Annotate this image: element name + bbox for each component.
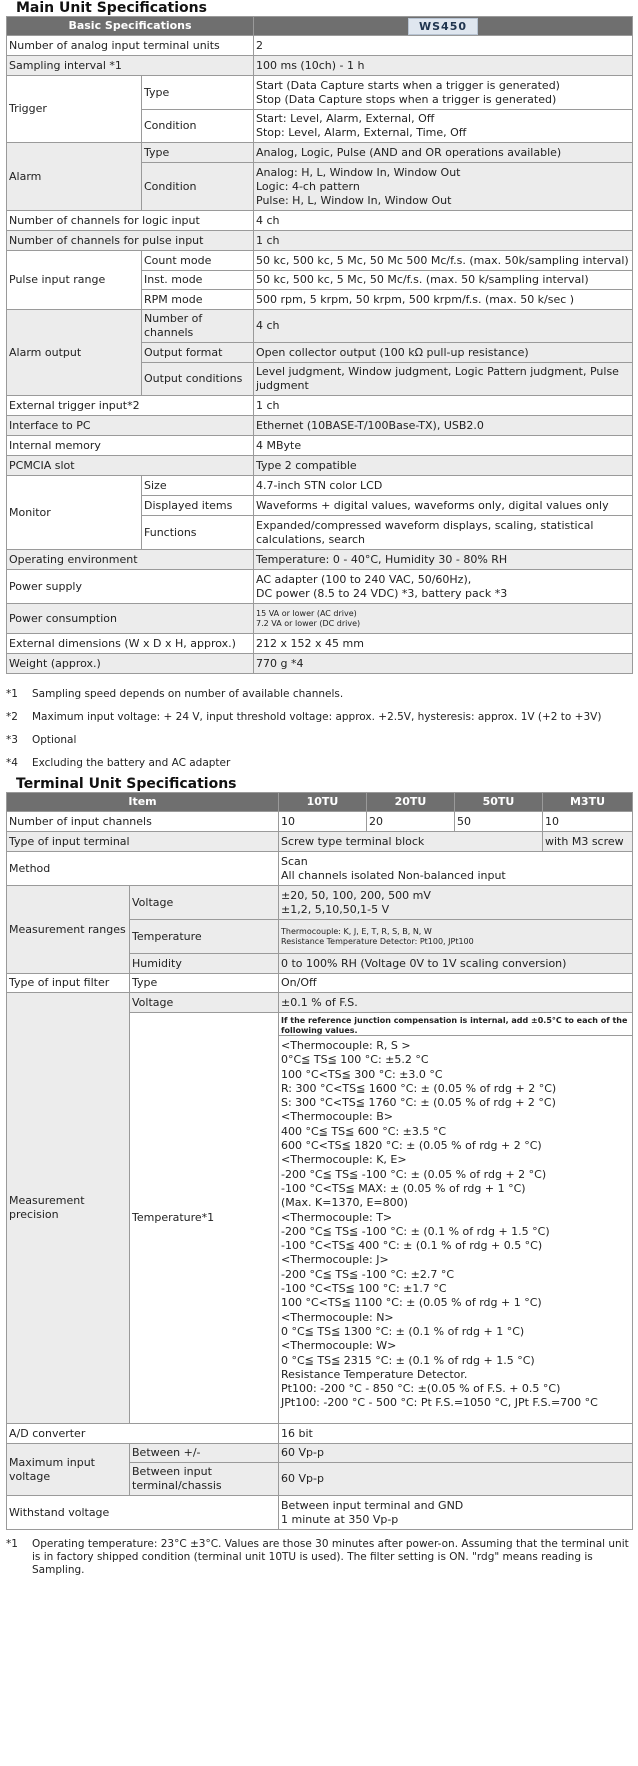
sub-label: Humidity — [130, 954, 279, 974]
row-value: Expanded/compressed waveform displays, scaling, statistical calculations, search — [254, 516, 633, 550]
sub-label: Output format — [142, 343, 254, 363]
terminal-unit-title: Terminal Unit Specifications — [16, 776, 237, 792]
row-value: 770 g *4 — [254, 654, 633, 674]
row-value: 1 ch — [254, 231, 633, 251]
max-voltage-label: Maximum input voltage — [7, 1444, 130, 1496]
pulse-range-label: Pulse input range — [7, 251, 142, 310]
sub-label: Between input terminal/chassis — [130, 1463, 279, 1496]
row-label: Type of input terminal — [7, 832, 279, 852]
row-label: Type of input filter — [7, 974, 130, 993]
row-value: Analog, Logic, Pulse (AND and OR operations available) — [254, 143, 633, 163]
precision-temp-values: <Thermocouple: R, S > 0°C≦ TS≦ 100 °C: ±5.2 °C 100 °C<TS≦ 300 °C: ±3.0 °C R: 300 °C<TS≦ 1600 °C: ± (0.05 % of rdg + 2 °C) S: 300 °C<TS≦ 1760 °C: ± (0.05 % of rdg + 2 °C) <Thermocouple: B> 400 °C≦ TS≦ 600 °C: ±3.5 °C 600 °C<TS≦ 1820 °C: ± (0.05 % of rdg + 2 °C) <Thermocouple: K, E> -200 °C≦ TS≦ -100 °C: ± (0.05 % of rdg + 2 °C) -100 °C<TS≦ MAX: ± (0.05 % of rdg + 1 °C) (Max. K=1370, E=800) <Thermocouple: T> -200 °C≦ TS≦ -100 °C: ± (0.1 % of rdg + 1.5 °C) -100 °C<TS≦ 400 °C: ± (0.1 % of rdg + 0.5 °C) <Thermocouple: J> -200 °C≦ TS≦ -100 °C: ±2.7 °C -100 °C<TS≦ 100 °C: ±1.7 °C 100 °C<TS≦ 1100 °C: ± (0.05 % of rdg + 1 °C) <Thermocouple: N> 0 °C≦ TS≦ 1300 °C: ± (0.1 % of rdg + 1 °C) <Thermocouple: W> 0 °C≦ TS≦ 2315 °C: ± (0.1 % of rdg + 1.5 °C) Resistance Temperature Detector. Pt100: -200 °C - 850 °C: ±(0.05 % of F.S. + 0.5 °C) JPt100: -200 °C - 500 °C: Pt F.S.=1050 °C, JPt F.S.=700 °C — [281, 1039, 598, 1410]
precision-label: Measurement precision — [7, 993, 130, 1424]
sub-label: Count mode — [142, 251, 254, 271]
sub-label: Type — [142, 143, 254, 163]
main-spec-table — [6, 16, 633, 674]
sub-label: Condition — [142, 110, 254, 143]
row-label: Sampling interval *1 — [7, 56, 254, 76]
alarm-label: Alarm — [7, 143, 142, 211]
row-value: Level judgment, Window judgment, Logic Pattern judgment, Pulse judgment — [254, 363, 633, 396]
row-label: Operating environment — [7, 550, 254, 570]
sub-label: Number of channels — [142, 310, 254, 343]
sub-label: Output conditions — [142, 363, 254, 396]
precision-note: If the reference junction compensation is internal, add ±0.5°C to each of the following values. — [279, 1013, 632, 1036]
sub-label: Type — [142, 76, 254, 110]
row-value: 500 rpm, 5 krpm, 50 krpm, 500 krpm/f.s. (max. 50 k/sec ) — [254, 290, 633, 310]
footnote: *1 Sampling speed depends on number of available channels. — [6, 688, 344, 700]
footnote: *2 Maximum input voltage: + 24 V, input threshold voltage: approx. +2.5V, hysteresis: approx. 1V (+2 to +3V) — [6, 711, 602, 723]
row-value: Temperature: 0 - 40°C, Humidity 30 - 80% RH — [254, 550, 633, 570]
row-label: Power consumption — [7, 604, 254, 634]
basic-specs-header: Basic Specifications — [7, 17, 254, 36]
row-value: 0 to 100% RH (Voltage 0V to 1V scaling conversion) — [279, 954, 633, 974]
row-value: Screw type terminal block — [279, 832, 543, 852]
model-header — [254, 17, 633, 36]
row-value: 50 kc, 500 kc, 5 Mc, 50 Mc/f.s. (max. 50 k/sampling interval) — [254, 271, 633, 290]
row-value: 2 — [254, 36, 633, 56]
row-label: External dimensions (W x D x H, approx.) — [7, 634, 254, 654]
row-value: Thermocouple: K, J, E, T, R, S, B, N, W Resistance Temperature Detector: Pt100, JPt100 — [279, 920, 633, 954]
page — [6, 0, 632, 1577]
row-value: 4.7-inch STN color LCD — [254, 476, 633, 496]
row-value: 60 Vp-p — [279, 1463, 633, 1496]
row-value: 60 Vp-p — [279, 1444, 633, 1463]
row-label: Internal memory — [7, 436, 254, 456]
row-value: Start (Data Capture starts when a trigger is generated) Stop (Data Capture stops when a trigger is generated) — [254, 76, 633, 110]
row-label: External trigger input*2 — [7, 396, 254, 416]
sub-label: Voltage — [130, 993, 279, 1013]
row-value: 212 x 152 x 45 mm — [254, 634, 633, 654]
sub-label: Displayed items — [142, 496, 254, 516]
sub-label: Between +/- — [130, 1444, 279, 1463]
row-label: Number of input channels — [7, 812, 279, 832]
row-value: AC adapter (100 to 240 VAC, 50/60Hz), DC power (8.5 to 24 VDC) *3, battery pack *3 — [254, 570, 633, 604]
monitor-label: Monitor — [7, 476, 142, 550]
sub-label: Type — [130, 974, 279, 993]
cell-m3tu: with M3 screw — [543, 832, 633, 852]
row-label: Number of channels for pulse input — [7, 231, 254, 251]
col-20tu: 20TU — [367, 793, 455, 812]
row-value: Type 2 compatible — [254, 456, 633, 476]
row-label: Number of channels for logic input — [7, 211, 254, 231]
footnote: *3 Optional — [6, 734, 77, 746]
cell-10tu: 10 — [279, 812, 367, 832]
sub-label: Functions — [142, 516, 254, 550]
precision-temp-cell — [279, 1013, 633, 1424]
row-value: 4 ch — [254, 211, 633, 231]
sub-label: Condition — [142, 163, 254, 211]
row-value: Scan All channels isolated Non-balanced input — [279, 852, 633, 886]
footnote: *4 Excluding the battery and AC adapter — [6, 757, 231, 769]
row-value: Start: Level, Alarm, External, Off Stop: Level, Alarm, External, Time, Off — [254, 110, 633, 143]
trigger-label: Trigger — [7, 76, 142, 143]
row-label: A/D converter — [7, 1424, 279, 1444]
sub-label: Inst. mode — [142, 271, 254, 290]
row-label: Power supply — [7, 570, 254, 604]
row-value: On/Off — [279, 974, 633, 993]
col-50tu: 50TU — [455, 793, 543, 812]
model-badge: WS450 — [408, 18, 478, 35]
sub-label: Voltage — [130, 886, 279, 920]
row-value: 1 ch — [254, 396, 633, 416]
col-m3tu: M3TU — [543, 793, 633, 812]
sub-label: RPM mode — [142, 290, 254, 310]
row-label: Weight (approx.) — [7, 654, 254, 674]
sub-label: Temperature*1 — [130, 1013, 279, 1424]
row-label: PCMCIA slot — [7, 456, 254, 476]
cell-50tu: 50 — [455, 812, 543, 832]
terminal-footnote: *1 Operating temperature: 23°C ±3°C. Values are those 30 minutes after power-on. Assuming that the terminal unit is in factory shipped condition (terminal unit 10TU is used). The filter setting is ON. "rdg" means reading is Sampling. — [6, 1538, 629, 1576]
row-value: Ethernet (10BASE-T/100Base-TX), USB2.0 — [254, 416, 633, 436]
row-label: Withstand voltage — [7, 1496, 279, 1530]
cell-m3tu: 10 — [543, 812, 633, 832]
row-value: ±20, 50, 100, 200, 500 mV ±1,2, 5,10,50,1-5 V — [279, 886, 633, 920]
row-value: 4 MByte — [254, 436, 633, 456]
row-value: Waveforms + digital values, waveforms only, digital values only — [254, 496, 633, 516]
row-label: Method — [7, 852, 279, 886]
alarm-output-label: Alarm output — [7, 310, 142, 396]
row-value: 4 ch — [254, 310, 633, 343]
main-unit-title: Main Unit Specifications — [16, 0, 207, 16]
col-10tu: 10TU — [279, 793, 367, 812]
row-label: Interface to PC — [7, 416, 254, 436]
sub-label: Temperature — [130, 920, 279, 954]
main-notes — [6, 688, 632, 770]
terminal-spec-table — [6, 792, 633, 1530]
row-value: 100 ms (10ch) - 1 h — [254, 56, 633, 76]
row-value: Analog: H, L, Window In, Window Out Logic: 4-ch pattern Pulse: H, L, Window In, Window Out — [254, 163, 633, 211]
row-value: Between input terminal and GND 1 minute at 350 Vp-p — [279, 1496, 633, 1530]
cell-20tu: 20 — [367, 812, 455, 832]
row-value: 16 bit — [279, 1424, 633, 1444]
sub-label: Size — [142, 476, 254, 496]
item-header: Item — [7, 793, 279, 812]
row-value: 15 VA or lower (AC drive) 7.2 VA or lower (DC drive) — [254, 604, 633, 634]
row-label: Number of analog input terminal units — [7, 36, 254, 56]
ranges-label: Measurement ranges — [7, 886, 130, 974]
row-value: Open collector output (100 kΩ pull-up resistance) — [254, 343, 633, 363]
row-value: ±0.1 % of F.S. — [279, 993, 633, 1013]
row-value: 50 kc, 500 kc, 5 Mc, 50 Mc 500 Mc/f.s. (max. 50k/sampling interval) — [254, 251, 633, 271]
